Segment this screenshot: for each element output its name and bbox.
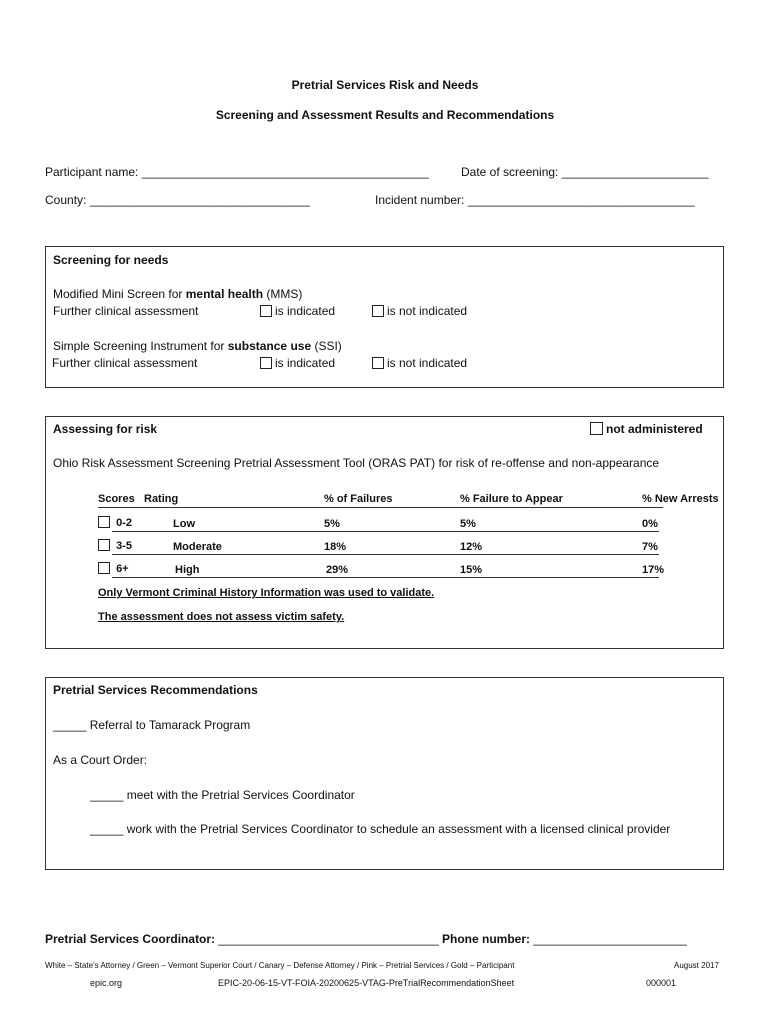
- mms-text-pre: Modified Mini Screen for: [53, 287, 186, 301]
- victim-safety-note: The assessment does not assess victim safety.: [98, 611, 345, 623]
- score-value: 6+: [116, 563, 129, 575]
- col-fta-header: % Failure to Appear: [460, 493, 563, 505]
- oras-description: Ohio Risk Assessment Screening Pretrial Assessment Tool (ORAS PAT) for risk of re-offense and non-appearance: [53, 456, 660, 470]
- distribution-note: White – State’s Attorney / Green – Vermont Superior Court / Canary – Defense Attorney / Pink – Pretrial Services / Gold – Participant: [45, 961, 515, 970]
- col-arrests-header: % New Arrests: [642, 493, 719, 505]
- recommendations-title: Pretrial Services Recommendations: [53, 683, 258, 697]
- meet-coordinator-option[interactable]: _____ meet with the Pretrial Services Coordinator: [90, 788, 355, 802]
- phone-blank[interactable]: _______________________: [533, 932, 687, 946]
- date-of-screening-field[interactable]: Date of screening: ______________________: [461, 165, 709, 179]
- score-checkbox[interactable]: [98, 516, 110, 528]
- table-row-rule: [112, 577, 659, 578]
- risk-title: Assessing for risk: [53, 422, 158, 436]
- arrests-value: 17%: [642, 564, 665, 576]
- failures-value: 29%: [326, 564, 349, 576]
- rating-value: High: [175, 564, 200, 576]
- mms-indicated-checkbox[interactable]: [260, 305, 272, 317]
- incident-number-field[interactable]: Incident number: __________________________________: [375, 193, 695, 207]
- participant-name-field[interactable]: Participant name: ___________________________________________: [45, 165, 429, 179]
- court-order-label: As a Court Order:: [53, 753, 148, 767]
- mms-indicated-label: is indicated: [275, 304, 336, 318]
- not-administered-option[interactable]: [590, 422, 703, 436]
- document-subtitle: Screening and Assessment Results and Recommendations: [215, 108, 555, 122]
- score-checkbox[interactable]: [98, 562, 110, 574]
- document-id: EPIC-20-06-15-VT-FOIA-20200625-VTAG-PreTrialRecommendationSheet: [218, 978, 515, 988]
- ssi-not-indicated-label: is not indicated: [387, 356, 468, 370]
- rating-value: Moderate: [173, 541, 222, 553]
- mms-text-bold: mental health: [185, 287, 264, 301]
- ssi-indicated-checkbox[interactable]: [260, 357, 272, 369]
- coordinator-blank[interactable]: _________________________________: [218, 932, 439, 946]
- mms-not-indicated-checkbox[interactable]: [372, 305, 384, 317]
- ssi-indicated-option[interactable]: [260, 356, 335, 370]
- score-value: 0-2: [116, 517, 132, 529]
- ssi-indicated-label: is indicated: [275, 356, 336, 370]
- not-administered-label: not administered: [606, 422, 703, 436]
- mms-indicated-option[interactable]: [260, 304, 335, 318]
- county-field[interactable]: County: _________________________________: [45, 193, 310, 207]
- table-header-rule: [98, 507, 663, 508]
- ssi-text-bold: substance use: [227, 339, 312, 353]
- screening-title: Screening for needs: [53, 253, 169, 267]
- score-value: 3-5: [116, 540, 132, 552]
- table-row-rule: [112, 531, 659, 532]
- validation-note: Only Vermont Criminal History Information was used to validate.: [98, 587, 435, 599]
- fta-value: 15%: [460, 564, 483, 576]
- coordinator-label: Pretrial Services Coordinator:: [45, 932, 216, 946]
- clinical-assessment-option[interactable]: _____ work with the Pretrial Services Coordinator to schedule an assessment with a licensed clinical provider: [90, 822, 671, 836]
- arrests-value: 0%: [642, 518, 658, 530]
- ssi-further-label: Further clinical assessment: [52, 356, 198, 370]
- ssi-not-indicated-option[interactable]: [372, 356, 467, 370]
- ssi-text-post: (SSI): [311, 339, 342, 353]
- ssi-not-indicated-checkbox[interactable]: [372, 357, 384, 369]
- referral-option[interactable]: _____ Referral to Tamarack Program: [53, 718, 251, 732]
- col-failures-header: % of Failures: [324, 493, 393, 505]
- phone-label: Phone number:: [442, 932, 531, 946]
- page-number: 000001: [646, 978, 677, 988]
- coordinator-line[interactable]: [45, 932, 687, 946]
- mms-further-label: Further clinical assessment: [53, 304, 199, 318]
- form-date: August 2017: [674, 961, 719, 970]
- risk-section: [45, 416, 724, 649]
- table-row-rule: [112, 554, 659, 555]
- table-row[interactable]: [98, 516, 132, 529]
- mms-not-indicated-label: is not indicated: [387, 304, 468, 318]
- arrests-value: 7%: [642, 541, 658, 553]
- document-title: Pretrial Services Risk and Needs: [291, 78, 479, 92]
- screening-section: [45, 246, 724, 388]
- rating-value: Low: [173, 518, 195, 530]
- fta-value: 5%: [460, 518, 476, 530]
- site-label: epic.org: [90, 978, 123, 988]
- not-administered-checkbox[interactable]: [590, 422, 603, 435]
- col-scores-header: Scores: [98, 493, 135, 505]
- ssi-line: [53, 339, 342, 353]
- table-row[interactable]: [98, 539, 132, 552]
- fta-value: 12%: [460, 541, 483, 553]
- table-row[interactable]: [98, 562, 129, 575]
- mms-not-indicated-option[interactable]: [372, 304, 467, 318]
- ssi-text-pre: Simple Screening Instrument for: [53, 339, 228, 353]
- mms-text-post: (MMS): [263, 287, 303, 301]
- mms-line: [53, 287, 302, 301]
- failures-value: 5%: [324, 518, 340, 530]
- col-rating-header: Rating: [144, 493, 179, 505]
- failures-value: 18%: [324, 541, 347, 553]
- recommendations-section: [45, 677, 724, 870]
- score-checkbox[interactable]: [98, 539, 110, 551]
